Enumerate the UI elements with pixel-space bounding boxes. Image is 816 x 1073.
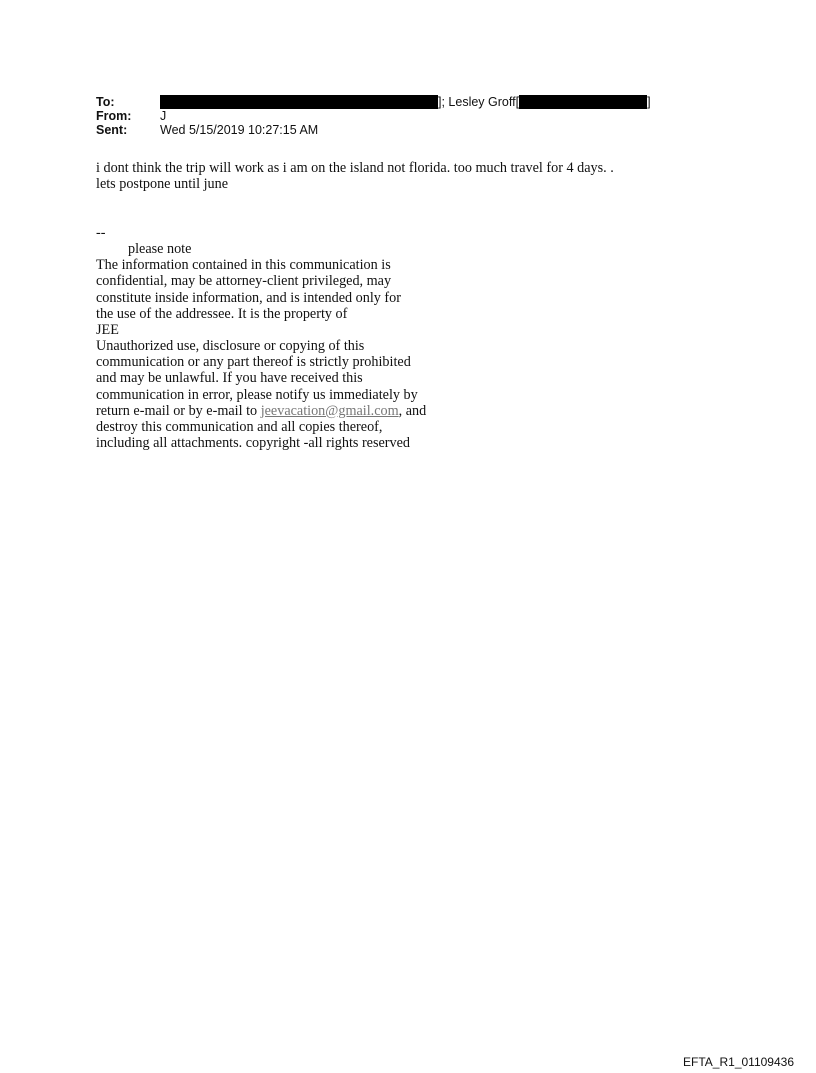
- to-value: [160, 95, 651, 109]
- disclaimer-line: confidential, may be attorney-client privileged, may: [96, 273, 392, 290]
- disclaimer-line: communication in error, please notify us immediately by: [96, 386, 418, 403]
- disclaimer-line: The information contained in this communication is: [96, 257, 391, 274]
- message-line: i dont think the trip will work as i am on the island not florida. too much travel for 4 days. .: [96, 160, 614, 176]
- blank-line: [96, 192, 716, 208]
- redaction-bar: [519, 95, 647, 109]
- sent-label: Sent:: [96, 123, 128, 137]
- email-prefix: return e-mail or by e-mail to: [96, 402, 261, 419]
- to-label: To:: [96, 95, 115, 109]
- redaction-bar: [160, 95, 438, 109]
- disclaimer-line: communication or any part thereof is strictly prohibited: [96, 354, 411, 371]
- email-body: [96, 160, 716, 451]
- to-recipient-text: ]; Lesley Groff[: [438, 95, 520, 109]
- disclaimer-line: destroy this communication and all copies thereof,: [96, 419, 383, 435]
- disclaimer-line: including all attachments. copyright -all rights reserved: [96, 435, 411, 452]
- blank-line: [96, 209, 716, 225]
- from-label: From:: [96, 109, 132, 123]
- email-link[interactable]: jeevacation@gmail.com: [260, 402, 399, 419]
- disclaimer-line: the use of the addressee. It is the property of: [96, 305, 348, 322]
- please-note: please note: [128, 240, 192, 257]
- disclaimer-line: Unauthorized use, disclosure or copying of this: [96, 338, 365, 355]
- document-id: EFTA_R1_01109436: [683, 1055, 794, 1069]
- disclaimer-email-line: [96, 403, 716, 419]
- sent-value: Wed 5/15/2019 10:27:15 AM: [160, 123, 319, 137]
- from-value: J: [160, 109, 167, 123]
- disclaimer-line: and may be unlawful. If you have received this: [96, 370, 363, 387]
- to-end-bracket: ]: [647, 95, 651, 109]
- email-suffix: , and: [398, 402, 427, 419]
- message-line: lets postpone until june: [96, 176, 229, 193]
- disclaimer-line: JEE: [96, 321, 119, 338]
- signature-dashes: --: [96, 224, 106, 241]
- disclaimer-line: constitute inside information, and is intended only for: [96, 289, 401, 306]
